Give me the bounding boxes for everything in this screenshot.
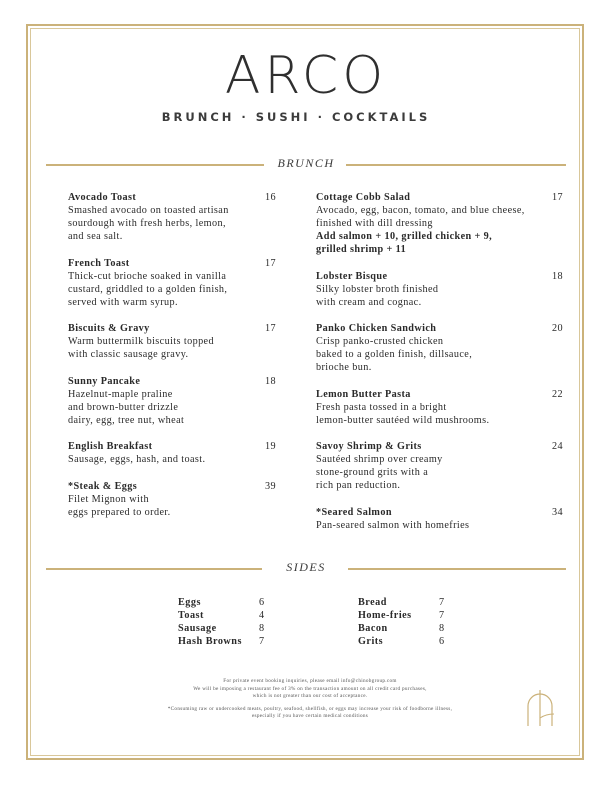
menu-item	[68, 191, 276, 243]
menu-item-add-ons: Add salmon + 10, grilled chicken + 9, grilled shrimp + 11	[316, 231, 493, 255]
menu-item	[68, 480, 276, 519]
menu-item-name: Sunny Pancake	[68, 376, 141, 387]
menu-item	[68, 257, 276, 309]
restaurant-logo: ARCO	[224, 46, 388, 106]
side-item-name: Grits	[358, 636, 384, 647]
menu-item-description: Sautéed shrimp over creamy stone-ground grits with a rich pan reduction.	[316, 454, 443, 491]
menu-item	[316, 322, 563, 374]
menu-item-price: 17	[552, 192, 563, 203]
side-item-price: 8	[439, 623, 445, 634]
menu-item-price: 18	[265, 376, 276, 387]
side-item-price: 7	[439, 610, 445, 621]
menu-item-price: 16	[265, 192, 276, 203]
menu-item-name: *Steak & Eggs	[68, 481, 138, 492]
menu-item-name: Panko Chicken Sandwich	[316, 323, 437, 334]
menu-item-price: 20	[552, 323, 563, 334]
menu-item-name: Avocado Toast	[68, 192, 137, 203]
private-events-note: For private event booking inquiries, please email info@chinobgroup.com	[223, 678, 397, 684]
brunch-section-header	[46, 158, 566, 172]
side-item-name: Bacon	[358, 623, 388, 634]
menu-item-name: *Seared Salmon	[316, 507, 392, 518]
menu-item-description: Warm buttermilk biscuits topped with classic sausage gravy.	[68, 336, 214, 360]
menu-item	[316, 191, 563, 256]
menu-item-name: Lobster Bisque	[316, 271, 388, 282]
sides-heading: SIDES	[286, 560, 326, 574]
menu-item	[316, 440, 563, 492]
side-item-price: 4	[259, 610, 265, 621]
menu-item-description: Smashed avocado on toasted artisan sourdough with fresh herbs, lemon, and sea salt.	[68, 205, 229, 242]
menu-item	[316, 270, 563, 309]
menu-item-description: Fresh pasta tossed in a bright lemon-butter sautéed wild mushrooms.	[316, 402, 490, 426]
menu-item-description: Thick-cut brioche soaked in vanilla custard, griddled to a golden finish, served with warm syrup.	[68, 271, 228, 308]
menu-item-price: 34	[552, 507, 563, 518]
card-fee-note-cont: which is not greater than our cost of acceptance.	[252, 693, 368, 699]
menu-item-price: 17	[265, 258, 276, 269]
menu-item-name: Savoy Shrimp & Grits	[316, 441, 422, 452]
side-item-name: Home-fries	[358, 610, 412, 621]
card-fee-note: We will be imposing a restaurant fee of 3% on the transaction amount on all credit card purchases,	[193, 686, 427, 692]
side-item-name: Toast	[178, 610, 204, 621]
menu-item-price: 19	[265, 441, 276, 452]
side-item-price: 7	[439, 597, 445, 608]
side-item-name: Bread	[358, 597, 387, 608]
menu-item	[316, 388, 563, 427]
menu-item-price: 39	[265, 481, 276, 492]
brunch-heading: BRUNCH	[277, 156, 335, 170]
logo-arch-mark-icon	[520, 688, 560, 728]
side-item-price: 6	[259, 597, 265, 608]
side-item-name: Sausage	[178, 623, 217, 634]
side-item-price: 7	[259, 636, 265, 647]
tagline: BRUNCH · SUSHI · COCKTAILS	[161, 110, 431, 124]
menu-item-description: Avocado, egg, bacon, tomato, and blue cheese, finished with dill dressing	[316, 205, 525, 229]
menu-item-description: Silky lobster broth finished with cream and cognac.	[316, 284, 439, 308]
menu-item-description: Filet Mignon with eggs prepared to order.	[68, 494, 171, 518]
menu-item-name: Lemon Butter Pasta	[316, 389, 411, 400]
menu-item	[68, 322, 276, 361]
menu-item-name: French Toast	[68, 258, 130, 269]
menu-item-description: Pan-seared salmon with homefries	[316, 520, 470, 531]
menu-item-name: Biscuits & Gravy	[68, 323, 150, 334]
menu-item-price: 17	[265, 323, 276, 334]
menu-item	[316, 506, 563, 532]
sides-section-header	[46, 562, 566, 576]
raw-food-warning-cont: especially if you have certain medical conditions	[251, 713, 369, 719]
menu-item-price: 22	[552, 389, 563, 400]
raw-food-warning: *Consuming raw or undercooked meats, poultry, seafood, shellfish, or eggs may increase your risk of foodborne illness,	[167, 706, 453, 712]
menu-item-description: Hazelnut-maple praline and brown-butter drizzle dairy, egg, tree nut, wheat	[68, 389, 185, 426]
menu-item-description: Sausage, eggs, hash, and toast.	[68, 454, 206, 465]
menu-item-name: English Breakfast	[68, 441, 153, 452]
menu-item-name: Cottage Cobb Salad	[316, 192, 411, 203]
menu-item-price: 18	[552, 271, 563, 282]
menu-item-price: 24	[552, 441, 563, 452]
side-item-price: 8	[259, 623, 265, 634]
menu-item-description: Crisp panko-crusted chicken baked to a golden finish, dillsauce, brioche bun.	[316, 336, 473, 373]
side-item-name: Eggs	[178, 597, 201, 608]
menu-item	[68, 375, 276, 427]
side-item-price: 6	[439, 636, 445, 647]
side-item-name: Hash Browns	[178, 636, 242, 647]
menu-item	[68, 440, 276, 466]
